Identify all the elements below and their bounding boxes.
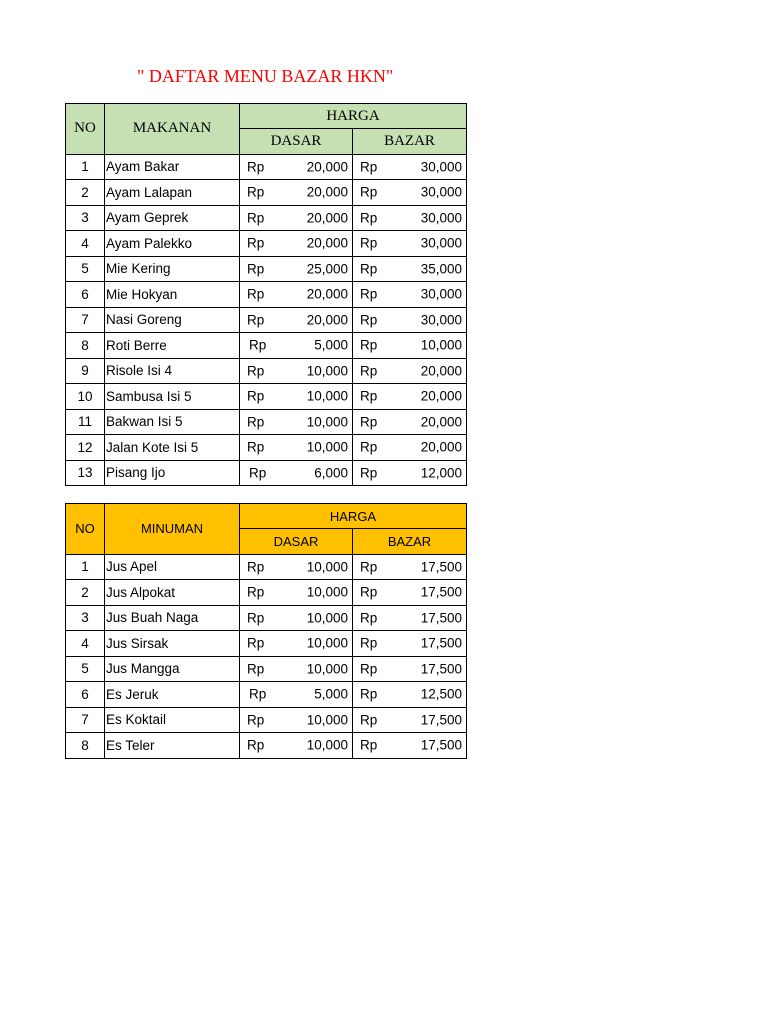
header-dasar: DASAR xyxy=(240,529,353,555)
drink-menu-table xyxy=(65,503,467,759)
price-bazar: 12,000 xyxy=(420,465,462,481)
price-bazar: 17,500 xyxy=(420,635,462,651)
row-number: 9 xyxy=(66,358,105,384)
price-dasar: 10,000 xyxy=(306,584,348,600)
price-bazar-cell xyxy=(353,358,467,384)
row-number: 10 xyxy=(66,384,105,410)
currency-label: Rp xyxy=(360,235,378,251)
price-bazar: 30,000 xyxy=(420,159,462,175)
table-row xyxy=(66,682,467,708)
price-bazar: 10,000 xyxy=(420,337,462,353)
header-bazar: BAZAR xyxy=(353,129,467,155)
currency-label: Rp xyxy=(247,261,265,277)
row-number: 5 xyxy=(66,656,105,682)
currency-label: Rp xyxy=(360,184,378,200)
table-row xyxy=(66,358,467,384)
table-row xyxy=(66,605,467,631)
table-row xyxy=(66,409,467,435)
price-dasar: 20,000 xyxy=(306,235,348,251)
item-name: Bakwan Isi 5 xyxy=(105,409,240,435)
currency-label: Rp xyxy=(247,559,265,575)
currency-label: Rp xyxy=(360,661,378,677)
price-bazar: 20,000 xyxy=(420,414,462,430)
price-bazar: 17,500 xyxy=(420,559,462,575)
item-name: Es Teler xyxy=(105,733,240,759)
row-number: 7 xyxy=(66,307,105,333)
table-row xyxy=(66,384,467,410)
table-row xyxy=(66,707,467,733)
price-dasar: 20,000 xyxy=(306,159,348,175)
header-bazar: BAZAR xyxy=(353,529,467,555)
currency-label: Rp xyxy=(247,635,265,651)
price-bazar: 17,500 xyxy=(420,737,462,753)
price-dasar-cell xyxy=(240,707,353,733)
price-dasar: 10,000 xyxy=(306,414,348,430)
item-name: Risole Isi 4 xyxy=(105,358,240,384)
price-bazar: 20,000 xyxy=(420,388,462,404)
item-name: Pisang Ijo xyxy=(105,460,240,486)
table-row xyxy=(66,256,467,282)
table-row xyxy=(66,435,467,461)
row-number: 2 xyxy=(66,180,105,206)
price-dasar: 10,000 xyxy=(306,661,348,677)
row-number: 8 xyxy=(66,733,105,759)
row-number: 3 xyxy=(66,605,105,631)
currency-label: Rp xyxy=(360,712,378,728)
price-bazar: 30,000 xyxy=(420,312,462,328)
price-bazar-cell xyxy=(353,682,467,708)
price-bazar: 30,000 xyxy=(420,184,462,200)
price-bazar-cell xyxy=(353,256,467,282)
price-dasar-cell xyxy=(240,682,353,708)
price-dasar-cell xyxy=(240,656,353,682)
price-dasar-cell xyxy=(240,435,353,461)
price-bazar: 20,000 xyxy=(420,439,462,455)
item-name: Jus Apel xyxy=(105,554,240,580)
row-number: 13 xyxy=(66,460,105,486)
price-dasar-cell xyxy=(240,256,353,282)
table-row xyxy=(66,307,467,333)
table-row xyxy=(66,580,467,606)
price-bazar-cell xyxy=(353,154,467,180)
header-minuman: MINUMAN xyxy=(105,504,240,555)
price-bazar-cell xyxy=(353,384,467,410)
table-row xyxy=(66,180,467,206)
price-bazar-cell xyxy=(353,733,467,759)
price-dasar-cell xyxy=(240,605,353,631)
row-number: 3 xyxy=(66,205,105,231)
price-dasar: 20,000 xyxy=(306,210,348,226)
currency-label: Rp xyxy=(249,686,267,702)
currency-label: Rp xyxy=(247,312,265,328)
price-dasar-cell xyxy=(240,409,353,435)
price-bazar: 20,000 xyxy=(420,363,462,379)
table-row xyxy=(66,282,467,308)
price-bazar-cell xyxy=(353,409,467,435)
currency-label: Rp xyxy=(247,363,265,379)
currency-label: Rp xyxy=(247,584,265,600)
table-row xyxy=(66,554,467,580)
food-menu-table xyxy=(65,103,467,486)
currency-label: Rp xyxy=(247,235,265,251)
price-bazar-cell xyxy=(353,180,467,206)
price-bazar: 17,500 xyxy=(420,712,462,728)
price-dasar-cell xyxy=(240,180,353,206)
currency-label: Rp xyxy=(247,712,265,728)
price-dasar: 10,000 xyxy=(306,712,348,728)
header-harga: HARGA xyxy=(240,504,467,529)
currency-label: Rp xyxy=(360,363,378,379)
header-no: NO xyxy=(66,504,105,555)
price-bazar-cell xyxy=(353,231,467,257)
price-dasar: 10,000 xyxy=(306,439,348,455)
price-dasar: 10,000 xyxy=(306,559,348,575)
price-dasar: 25,000 xyxy=(306,261,348,277)
price-bazar-cell xyxy=(353,631,467,657)
currency-label: Rp xyxy=(247,737,265,753)
item-name: Ayam Lalapan xyxy=(105,180,240,206)
table-row xyxy=(66,333,467,359)
item-name: Es Jeruk xyxy=(105,682,240,708)
currency-label: Rp xyxy=(360,465,378,481)
table-row xyxy=(66,733,467,759)
currency-label: Rp xyxy=(247,661,265,677)
currency-label: Rp xyxy=(247,439,265,455)
row-number: 1 xyxy=(66,554,105,580)
item-name: Sambusa Isi 5 xyxy=(105,384,240,410)
price-bazar-cell xyxy=(353,282,467,308)
currency-label: Rp xyxy=(247,286,265,302)
price-bazar-cell xyxy=(353,333,467,359)
price-dasar: 20,000 xyxy=(306,184,348,200)
row-number: 5 xyxy=(66,256,105,282)
row-number: 6 xyxy=(66,282,105,308)
price-dasar: 10,000 xyxy=(306,388,348,404)
price-bazar: 35,000 xyxy=(420,261,462,277)
row-number: 4 xyxy=(66,631,105,657)
item-name: Roti Berre xyxy=(105,333,240,359)
price-dasar: 10,000 xyxy=(306,363,348,379)
row-number: 2 xyxy=(66,580,105,606)
price-dasar-cell xyxy=(240,554,353,580)
currency-label: Rp xyxy=(360,559,378,575)
price-dasar: 10,000 xyxy=(306,635,348,651)
row-number: 6 xyxy=(66,682,105,708)
currency-label: Rp xyxy=(247,184,265,200)
price-bazar: 17,500 xyxy=(420,584,462,600)
page-title: " DAFTAR MENU BAZAR HKN" xyxy=(137,66,394,86)
price-dasar-cell xyxy=(240,231,353,257)
currency-label: Rp xyxy=(360,261,378,277)
currency-label: Rp xyxy=(360,686,378,702)
currency-label: Rp xyxy=(360,210,378,226)
price-bazar-cell xyxy=(353,656,467,682)
currency-label: Rp xyxy=(247,414,265,430)
price-dasar-cell xyxy=(240,580,353,606)
currency-label: Rp xyxy=(360,159,378,175)
item-name: Jus Sirsak xyxy=(105,631,240,657)
price-bazar: 17,500 xyxy=(420,661,462,677)
header-dasar: DASAR xyxy=(240,129,353,155)
row-number: 8 xyxy=(66,333,105,359)
currency-label: Rp xyxy=(249,337,267,353)
price-dasar-cell xyxy=(240,333,353,359)
price-bazar: 17,500 xyxy=(420,610,462,626)
item-name: Jalan Kote Isi 5 xyxy=(105,435,240,461)
item-name: Ayam Palekko xyxy=(105,231,240,257)
table-row xyxy=(66,231,467,257)
currency-label: Rp xyxy=(249,465,267,481)
row-number: 4 xyxy=(66,231,105,257)
currency-label: Rp xyxy=(360,286,378,302)
price-dasar-cell xyxy=(240,460,353,486)
price-dasar-cell xyxy=(240,384,353,410)
table-row xyxy=(66,460,467,486)
price-bazar-cell xyxy=(353,554,467,580)
food-table-body xyxy=(66,154,467,486)
currency-label: Rp xyxy=(247,159,265,175)
price-bazar: 30,000 xyxy=(420,235,462,251)
currency-label: Rp xyxy=(360,635,378,651)
price-bazar-cell xyxy=(353,707,467,733)
price-dasar-cell xyxy=(240,733,353,759)
item-name: Mie Kering xyxy=(105,256,240,282)
price-dasar-cell xyxy=(240,205,353,231)
item-name: Ayam Geprek xyxy=(105,205,240,231)
price-bazar-cell xyxy=(353,307,467,333)
item-name: Ayam Bakar xyxy=(105,154,240,180)
row-number: 12 xyxy=(66,435,105,461)
price-dasar: 5,000 xyxy=(314,686,348,702)
currency-label: Rp xyxy=(360,414,378,430)
price-bazar: 30,000 xyxy=(420,210,462,226)
price-dasar: 10,000 xyxy=(306,737,348,753)
price-dasar-cell xyxy=(240,631,353,657)
table-row xyxy=(66,154,467,180)
currency-label: Rp xyxy=(360,584,378,600)
currency-label: Rp xyxy=(247,388,265,404)
currency-label: Rp xyxy=(360,312,378,328)
item-name: Jus Buah Naga xyxy=(105,605,240,631)
currency-label: Rp xyxy=(360,737,378,753)
price-dasar: 20,000 xyxy=(306,312,348,328)
header-no: NO xyxy=(66,104,105,155)
item-name: Es Koktail xyxy=(105,707,240,733)
price-bazar: 12,500 xyxy=(420,686,462,702)
price-dasar: 6,000 xyxy=(314,465,348,481)
item-name: Jus Alpokat xyxy=(105,580,240,606)
currency-label: Rp xyxy=(360,610,378,626)
drink-table-body xyxy=(66,554,467,758)
header-harga: HARGA xyxy=(240,104,467,129)
currency-label: Rp xyxy=(247,610,265,626)
price-bazar-cell xyxy=(353,435,467,461)
price-dasar-cell xyxy=(240,154,353,180)
item-name: Nasi Goreng xyxy=(105,307,240,333)
header-makanan: MAKANAN xyxy=(105,104,240,155)
row-number: 11 xyxy=(66,409,105,435)
table-row xyxy=(66,656,467,682)
currency-label: Rp xyxy=(360,337,378,353)
price-dasar-cell xyxy=(240,282,353,308)
row-number: 1 xyxy=(66,154,105,180)
table-row xyxy=(66,205,467,231)
price-bazar-cell xyxy=(353,205,467,231)
price-dasar: 20,000 xyxy=(306,286,348,302)
price-dasar: 10,000 xyxy=(306,610,348,626)
price-bazar: 30,000 xyxy=(420,286,462,302)
currency-label: Rp xyxy=(360,388,378,404)
row-number: 7 xyxy=(66,707,105,733)
price-dasar: 5,000 xyxy=(314,337,348,353)
price-bazar-cell xyxy=(353,460,467,486)
price-bazar-cell xyxy=(353,605,467,631)
item-name: Jus Mangga xyxy=(105,656,240,682)
item-name: Mie Hokyan xyxy=(105,282,240,308)
currency-label: Rp xyxy=(360,439,378,455)
price-bazar-cell xyxy=(353,580,467,606)
price-dasar-cell xyxy=(240,358,353,384)
table-row xyxy=(66,631,467,657)
currency-label: Rp xyxy=(247,210,265,226)
price-dasar-cell xyxy=(240,307,353,333)
